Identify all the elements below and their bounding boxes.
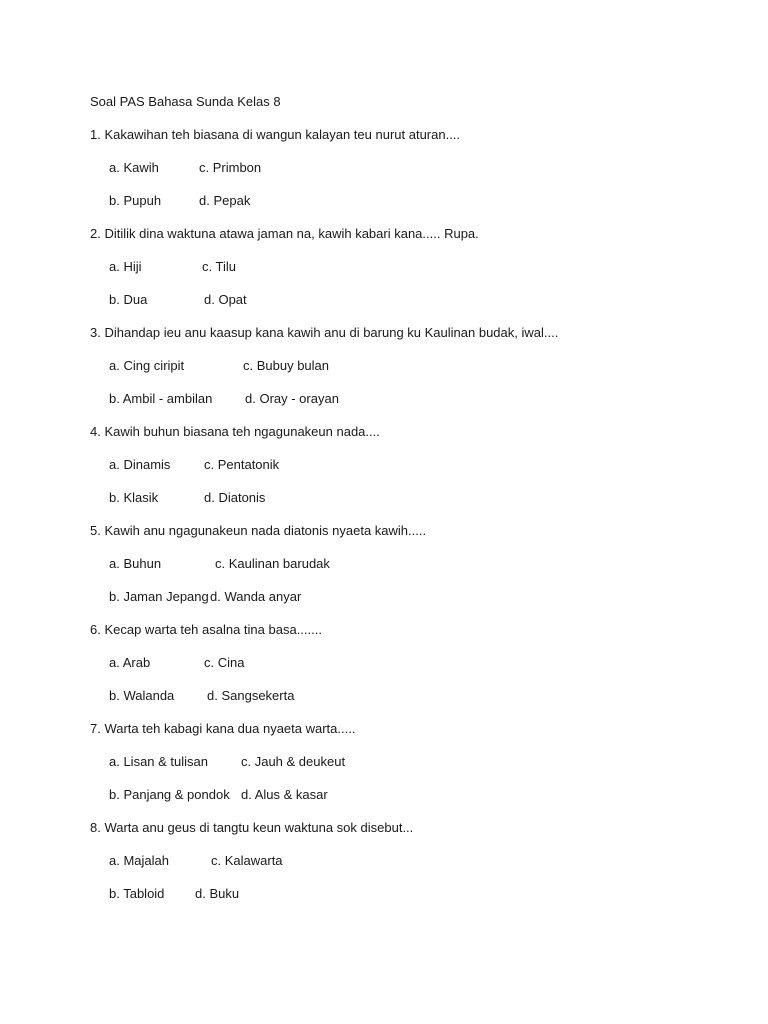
option-row bbox=[109, 488, 730, 521]
option-d: d. Pepak bbox=[199, 193, 251, 208]
option-row bbox=[109, 785, 730, 818]
option-a: a. Buhun bbox=[109, 556, 162, 571]
question-text: 6. Kecap warta teh asalna tina basa....... bbox=[90, 622, 322, 637]
option-row bbox=[109, 851, 730, 884]
option-row bbox=[109, 884, 730, 917]
option-row bbox=[109, 191, 730, 224]
question-text: 7. Warta teh kabagi kana dua nyaeta warta..... bbox=[90, 721, 356, 736]
option-row bbox=[109, 554, 730, 587]
option-row bbox=[109, 653, 730, 686]
option-c: c. Bubuy bulan bbox=[243, 358, 330, 373]
option-c: c. Kaulinan barudak bbox=[215, 556, 330, 571]
option-d: d. Diatonis bbox=[204, 490, 266, 505]
option-d: d. Wanda anyar bbox=[210, 589, 302, 604]
option-b: b. Klasik bbox=[109, 490, 159, 505]
option-row bbox=[109, 158, 730, 191]
option-c: c. Jauh & deukeut bbox=[241, 754, 346, 769]
option-row bbox=[109, 257, 730, 290]
option-b: b. Jaman Jepang bbox=[109, 589, 209, 604]
option-a: a. Arab bbox=[109, 655, 151, 670]
option-a: a. Dinamis bbox=[109, 457, 171, 472]
option-a: a. Lisan & tulisan bbox=[109, 754, 209, 769]
option-row bbox=[109, 389, 730, 422]
question-text: 1. Kakawihan teh biasana di wangun kalayan teu nurut aturan.... bbox=[90, 127, 461, 142]
question-4 bbox=[90, 422, 730, 521]
question-text: 3. Dihandap ieu anu kaasup kana kawih anu di barung ku Kaulinan budak, iwal.... bbox=[90, 325, 559, 340]
option-d: d. Buku bbox=[195, 886, 240, 901]
option-c: c. Primbon bbox=[199, 160, 262, 175]
option-c: c. Tilu bbox=[202, 259, 236, 274]
option-d: d. Oray - orayan bbox=[245, 391, 339, 406]
option-c: c. Kalawarta bbox=[211, 853, 283, 868]
question-2 bbox=[90, 224, 730, 323]
question-3 bbox=[90, 323, 730, 422]
option-b: b. Pupuh bbox=[109, 193, 162, 208]
option-b: b. Walanda bbox=[109, 688, 175, 703]
option-c: c. Cina bbox=[204, 655, 245, 670]
question-5 bbox=[90, 521, 730, 620]
option-a: a. Kawih bbox=[109, 160, 159, 175]
document-title: Soal PAS Bahasa Sunda Kelas 8 bbox=[90, 94, 281, 109]
question-text: 5. Kawih anu ngagunakeun nada diatonis nyaeta kawih..... bbox=[90, 523, 427, 538]
option-a: a. Majalah bbox=[109, 853, 169, 868]
document-page bbox=[90, 92, 730, 917]
question-6 bbox=[90, 620, 730, 719]
option-row bbox=[109, 455, 730, 488]
question-8 bbox=[90, 818, 730, 917]
option-d: d. Sangsekerta bbox=[207, 688, 295, 703]
question-7 bbox=[90, 719, 730, 818]
question-1 bbox=[90, 125, 730, 224]
option-row bbox=[109, 752, 730, 785]
option-b: b. Panjang & pondok bbox=[109, 787, 230, 802]
option-b: b. Ambil - ambilan bbox=[109, 391, 213, 406]
option-d: d. Alus & kasar bbox=[241, 787, 328, 802]
option-row bbox=[109, 587, 730, 620]
option-row bbox=[109, 290, 730, 323]
option-row bbox=[109, 356, 730, 389]
option-a: a. Cing ciripit bbox=[109, 358, 185, 373]
option-b: b. Tabloid bbox=[109, 886, 165, 901]
option-d: d. Opat bbox=[204, 292, 247, 307]
question-text: 2. Ditilik dina waktuna atawa jaman na, kawih kabari kana..... Rupa. bbox=[90, 226, 479, 241]
question-text: 4. Kawih buhun biasana teh ngagunakeun nada.... bbox=[90, 424, 380, 439]
question-text: 8. Warta anu geus di tangtu keun waktuna sok disebut... bbox=[90, 820, 414, 835]
option-a: a. Hiji bbox=[109, 259, 142, 274]
option-row bbox=[109, 686, 730, 719]
option-c: c. Pentatonik bbox=[204, 457, 280, 472]
option-b: b. Dua bbox=[109, 292, 148, 307]
